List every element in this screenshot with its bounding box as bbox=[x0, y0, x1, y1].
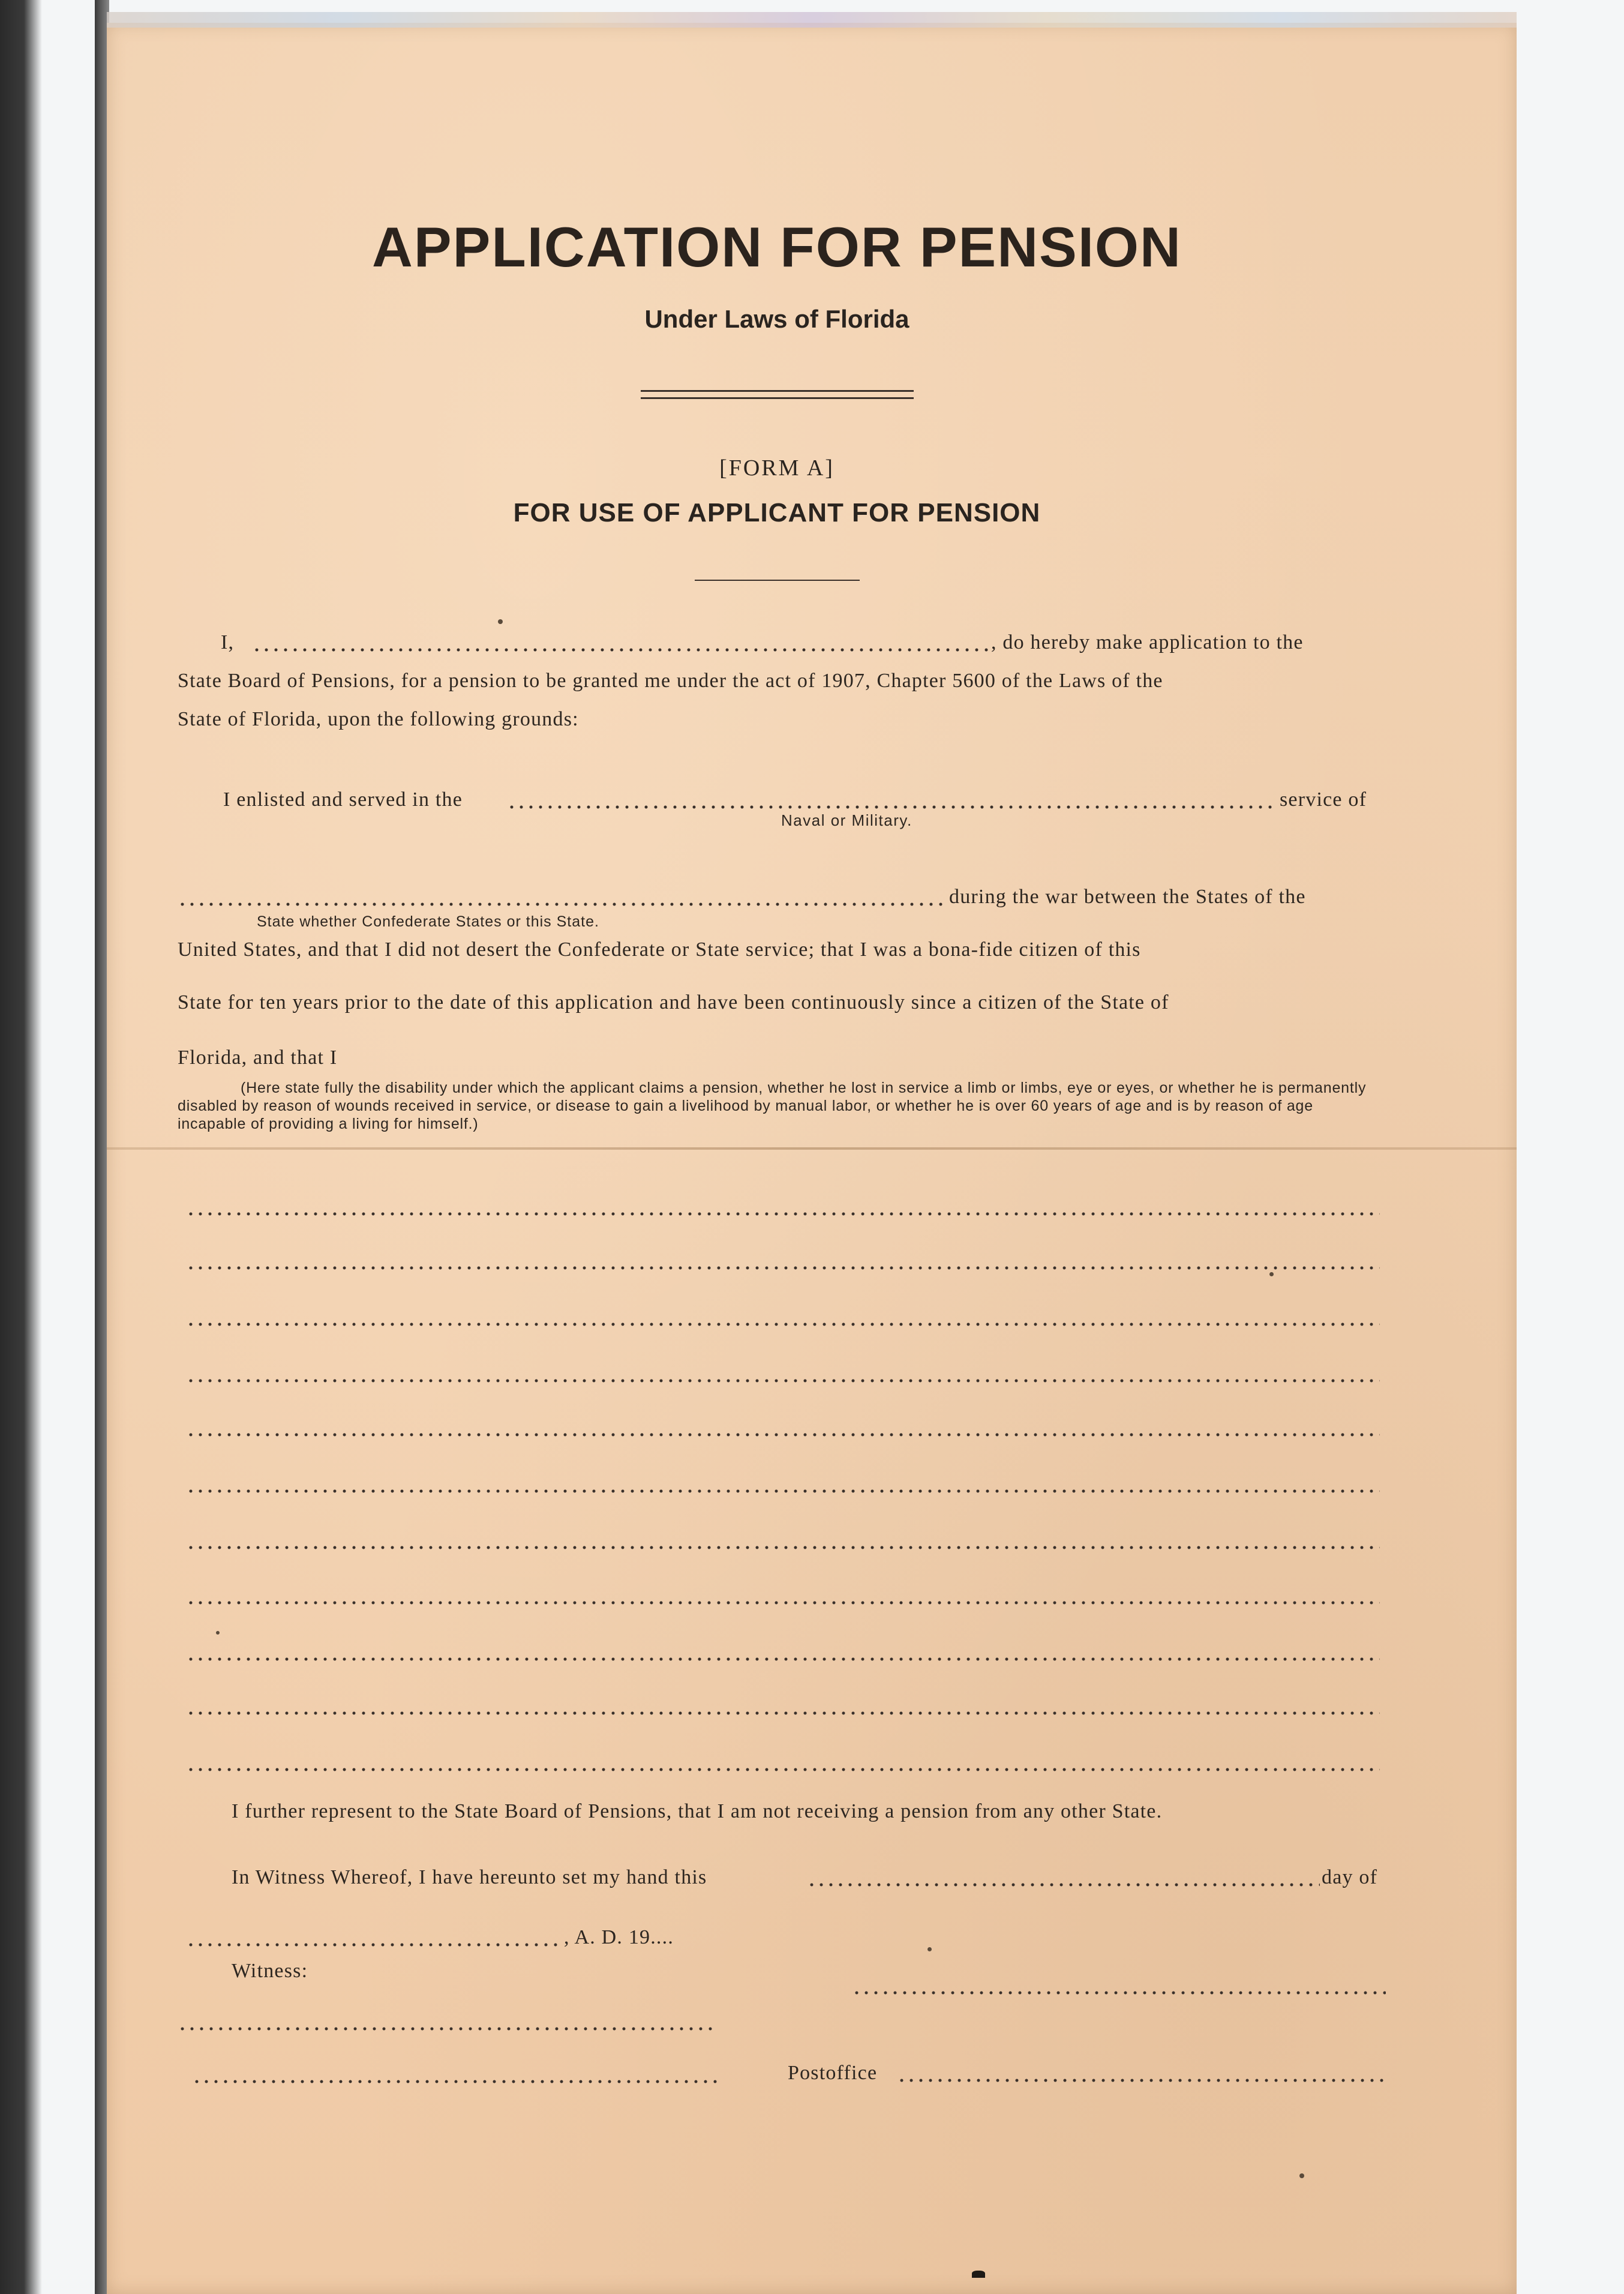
form-title: APPLICATION FOR PENSION bbox=[372, 215, 1182, 278]
postoffice-field[interactable] bbox=[897, 2079, 1386, 2082]
disability-line[interactable] bbox=[186, 1323, 1380, 1326]
state-of-service-field[interactable] bbox=[178, 902, 947, 906]
double-rule-bottom bbox=[641, 397, 914, 399]
short-rule bbox=[695, 580, 860, 581]
citizenship-line-1: United States, and that I did not desert the Confederate or State service; that I was a bona-fide citizen of this bbox=[178, 938, 1141, 961]
paper-speck bbox=[1299, 2173, 1304, 2178]
application-statement: , do hereby make application to the bbox=[991, 631, 1304, 653]
postoffice-label: Postoffice bbox=[788, 2062, 878, 2084]
second-witness-field[interactable] bbox=[192, 2080, 719, 2083]
disability-line[interactable] bbox=[186, 1379, 1380, 1383]
day-field[interactable] bbox=[807, 1883, 1320, 1887]
paper-top-edge bbox=[107, 12, 1517, 28]
paper-speck bbox=[927, 1947, 932, 1951]
witness-label: Witness: bbox=[232, 1960, 308, 1982]
day-of-text: day of bbox=[1322, 1866, 1378, 1888]
month-field[interactable] bbox=[186, 1943, 563, 1947]
statute-reference-line: State Board of Pensions, for a pension to be granted me under the act of 1907, Chapter 5600 of the Laws of the bbox=[178, 670, 1163, 692]
disability-line[interactable] bbox=[186, 1433, 1380, 1437]
paper-sheet bbox=[107, 23, 1517, 2294]
form-subtitle: Under Laws of Florida bbox=[644, 305, 909, 333]
service-type-caption: Naval or Military. bbox=[781, 811, 912, 829]
anno-domini-text: , A. D. 19.... bbox=[564, 1926, 674, 1948]
paper-speck bbox=[216, 1631, 220, 1635]
state-caption: State whether Confederate States or this State. bbox=[257, 913, 599, 930]
witness-signature-field[interactable] bbox=[178, 2027, 718, 2031]
paper-speck bbox=[1269, 1272, 1274, 1276]
fold-crease bbox=[107, 1147, 1517, 1150]
disability-line[interactable] bbox=[186, 1768, 1380, 1771]
applicant-pronoun: I, bbox=[221, 631, 235, 653]
citizenship-line-2: State for ten years prior to the date of this application and have been continuously since a citizen of the State of bbox=[178, 991, 1169, 1013]
disability-instructions: (Here state fully the disability under which the applicant claims a pension, whether he lost in service a limb or limbs, eye or eyes, or whether he is permanently disabled by reason of wounds received in service, or disease to gain a livelihood by manual labor, or whether he is over 60 years of age and is by reason of age incapable of providing a living for himself.) bbox=[178, 1079, 1367, 1132]
disability-line[interactable] bbox=[186, 1657, 1380, 1661]
paper-speck bbox=[498, 619, 503, 624]
applicant-name-field[interactable] bbox=[252, 648, 991, 652]
disability-line[interactable] bbox=[186, 1266, 1380, 1270]
war-text: during the war between the States of the bbox=[949, 886, 1306, 908]
disability-line[interactable] bbox=[186, 1212, 1380, 1216]
witness-whereof-text: In Witness Whereof, I have hereunto set my hand this bbox=[232, 1866, 707, 1888]
form-heading: FOR USE OF APPLICANT FOR PENSION bbox=[513, 498, 1041, 527]
form-label: [FORM A] bbox=[719, 455, 834, 481]
paper-speck bbox=[972, 2271, 985, 2278]
applicant-signature-field[interactable] bbox=[852, 1991, 1386, 1995]
grounds-line: State of Florida, upon the following grounds: bbox=[178, 708, 579, 730]
double-rule-top bbox=[641, 390, 914, 392]
citizenship-line-3: Florida, and that I bbox=[178, 1046, 338, 1069]
service-of-text: service of bbox=[1280, 788, 1367, 811]
service-type-field[interactable] bbox=[507, 805, 1275, 809]
disability-line[interactable] bbox=[186, 1711, 1380, 1715]
disability-line[interactable] bbox=[186, 1546, 1380, 1549]
no-other-pension-statement: I further represent to the State Board of Pensions, that I am not receiving a pension from any other State. bbox=[232, 1800, 1163, 1822]
disability-line[interactable] bbox=[186, 1489, 1380, 1493]
disability-line[interactable] bbox=[186, 1601, 1380, 1605]
enlisted-text: I enlisted and served in the bbox=[223, 788, 463, 811]
